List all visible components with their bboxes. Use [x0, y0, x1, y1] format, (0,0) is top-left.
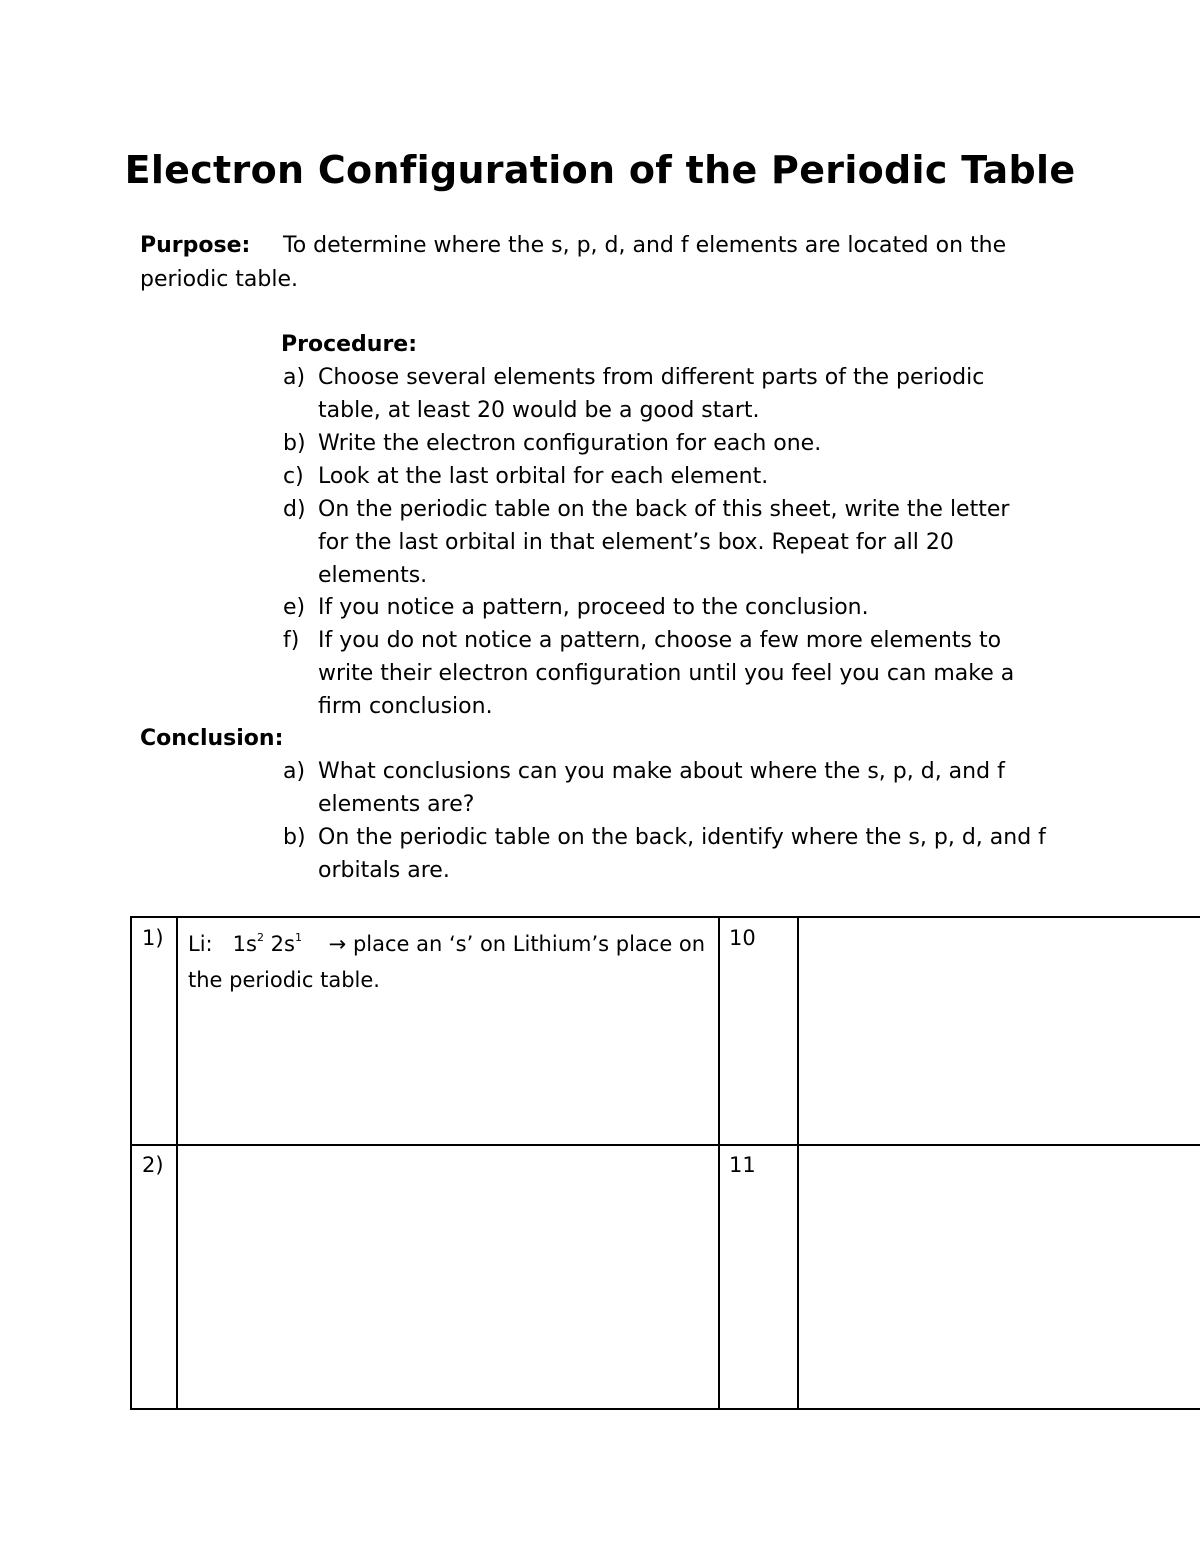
example-answer-line: the periodic table.	[188, 968, 380, 992]
answer-cell[interactable]	[811, 920, 1200, 1135]
conclusion-item-b	[283, 821, 1063, 887]
procedure-item-a	[283, 361, 1063, 427]
conclusion-item-text: elements are?	[318, 792, 475, 817]
purpose-text: To determine where the s, p, d, and f elements are located on the	[283, 233, 1007, 258]
table-column-divider	[176, 916, 178, 1410]
procedure-item-text: Choose several elements from different parts of the periodic	[318, 365, 985, 390]
purpose-label: Purpose:	[140, 233, 251, 258]
list-marker: c)	[283, 464, 304, 489]
row-number-right: 11	[729, 1153, 756, 1177]
procedure-item-text: On the periodic table on the back of this sheet, write the letter	[318, 497, 1010, 522]
list-marker: d)	[283, 497, 306, 522]
list-marker: b)	[283, 431, 306, 456]
element-symbol: Li:	[188, 932, 213, 956]
procedure-item-text: Look at the last orbital for each element.	[318, 464, 769, 489]
procedure-item-text: table, at least 20 would be a good start.	[318, 398, 760, 423]
table-border-bottom	[130, 1408, 1200, 1410]
table-row-divider	[130, 1144, 1200, 1146]
conclusion-label: Conclusion:	[140, 726, 284, 751]
config-exponent: 2	[256, 931, 264, 944]
conclusion-item-text: On the periodic table on the back, identify where the s, p, d, and f	[318, 825, 1046, 850]
procedure-item-text: elements.	[318, 563, 428, 588]
list-marker: b)	[283, 825, 306, 850]
procedure-item-b	[283, 427, 1063, 460]
procedure-item-f	[283, 624, 1063, 723]
conclusion-item-text: orbitals are.	[318, 858, 450, 883]
procedure-item-text: If you do not notice a pattern, choose a few more elements to	[318, 628, 1002, 653]
table-border-left	[130, 916, 132, 1410]
example-instruction: place an ‘s’ on Lithium’s place on	[352, 932, 706, 956]
config-orbital: 1s	[232, 932, 257, 956]
row-number-right: 10	[729, 926, 756, 950]
answer-table	[130, 916, 1200, 1410]
procedure-item-text: write their electron configuration until you feel you can make a	[318, 661, 1015, 686]
row-number-left: 1)	[142, 926, 164, 950]
procedure-item-e	[283, 591, 1063, 624]
row-number-left: 2)	[142, 1153, 164, 1177]
procedure-label: Procedure:	[281, 332, 418, 357]
arrow-icon: →	[328, 932, 347, 956]
procedure-item-text: for the last orbital in that element’s box. Repeat for all 20	[318, 530, 954, 555]
table-column-divider	[718, 916, 720, 1410]
purpose-text-continued: periodic table.	[140, 267, 298, 292]
config-exponent: 1	[294, 931, 302, 944]
procedure-item-d	[283, 493, 1063, 592]
example-answer-cell	[188, 920, 713, 998]
conclusion-item-a	[283, 755, 1063, 821]
procedure-item-text: Write the electron configuration for each one.	[318, 431, 822, 456]
list-marker: e)	[283, 595, 306, 620]
example-answer-line	[188, 920, 713, 962]
page-title: Electron Configuration of the Periodic Table	[124, 148, 1076, 192]
procedure-item-text: firm conclusion.	[318, 694, 493, 719]
conclusion-item-text: What conclusions can you make about where the s, p, d, and f	[318, 759, 1005, 784]
procedure-item-text: If you notice a pattern, proceed to the conclusion.	[318, 595, 869, 620]
answer-cell[interactable]	[811, 1147, 1200, 1402]
list-marker: f)	[283, 628, 300, 653]
config-orbital: 2s	[270, 932, 295, 956]
answer-cell[interactable]	[188, 1147, 713, 1402]
table-border-top	[130, 916, 1200, 918]
procedure-item-c	[283, 460, 1063, 493]
list-marker: a)	[283, 365, 306, 390]
table-column-divider	[797, 916, 799, 1410]
list-marker: a)	[283, 759, 306, 784]
